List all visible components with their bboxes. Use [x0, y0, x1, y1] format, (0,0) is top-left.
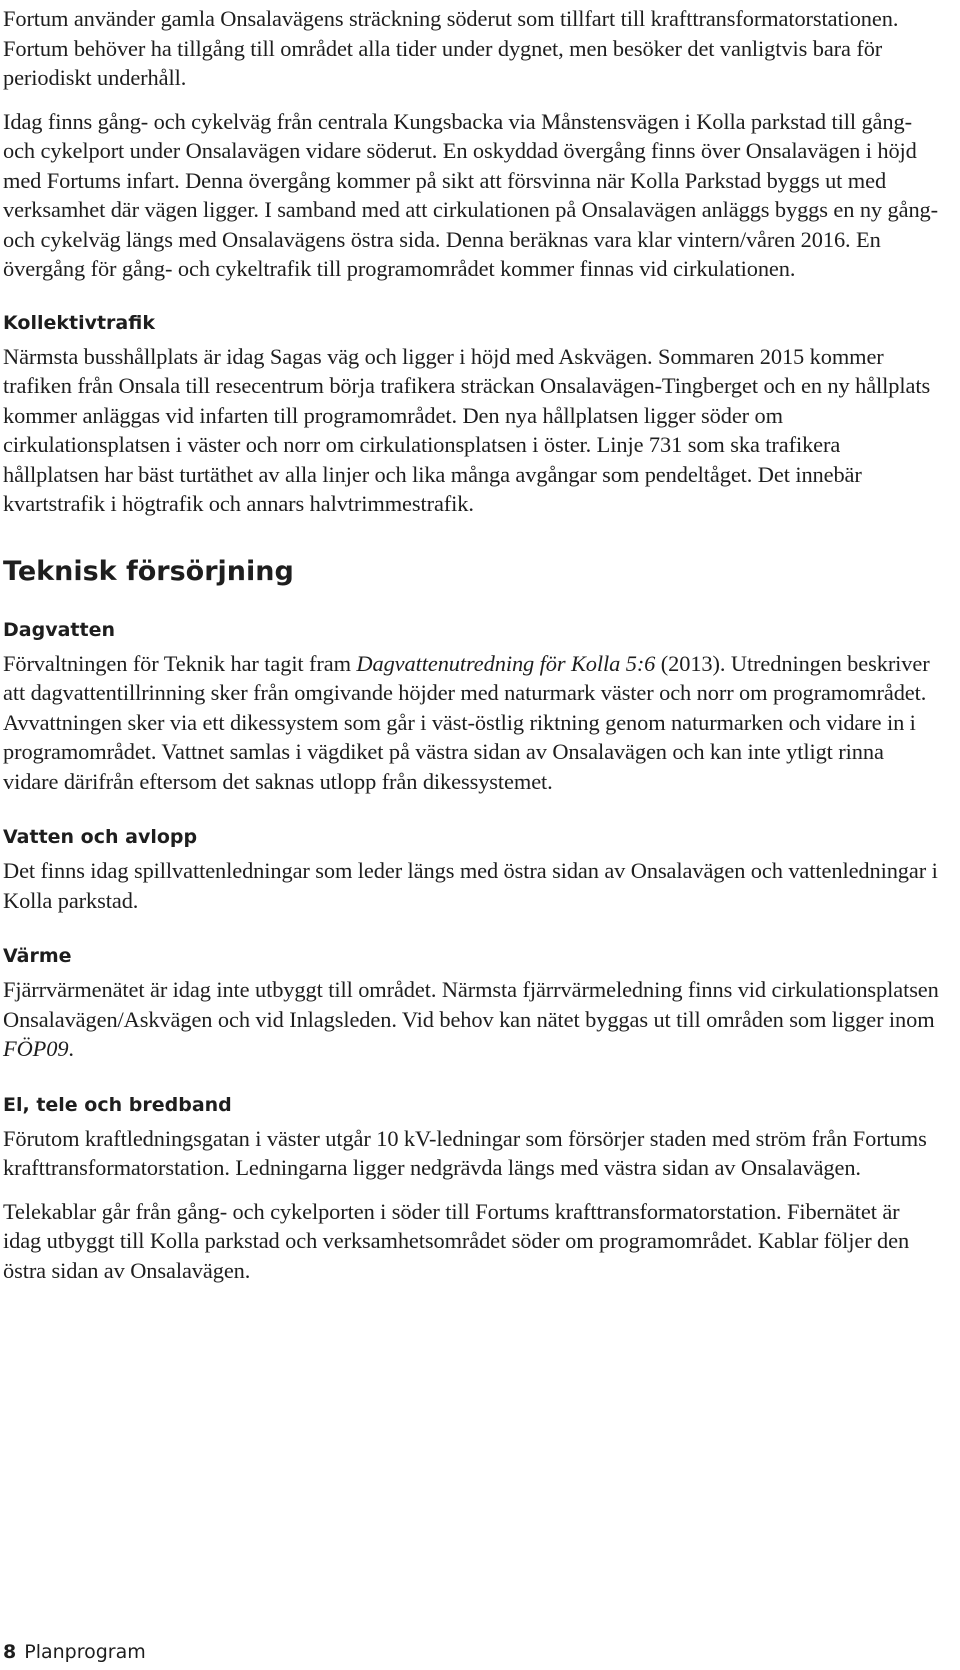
varme-text-after: .: [68, 1036, 74, 1061]
varme-text-before: Fjärrvärmenätet är idag inte utbyggt till området. Närmsta fjärrvärmeledning finns vid cirkulationsplatsen Onsalavägen/Askvägen och vid Inlagsleden. Vid behov kan nätet byggas ut till områden som ligger inom: [3, 977, 939, 1032]
kollektivtrafik-paragraph: Närmsta busshållplats är idag Sagas väg och ligger i höjd med Askvägen. Sommaren 2015 kommer trafiken från Onsala till resecentrum börja trafikera sträckan Onsalavägen-Tingberget och en ny hållplats kommer anläggas vid infarten till programområdet. Den nya hållplatsen ligger söder om cirkulationsplatsen i väster och norr om cirkulationsplatsen i öster. Linje 731 som ska trafikera hållplatsen har bäst turtäthet av alla linjer och lika många avgångar som pendeltåget. Det innebär kvartstrafik i högtrafik och annars halvtrimmestrafik.: [3, 343, 931, 516]
intro-paragraph-2: Idag finns gång- och cykelväg från centrala Kungsbacka via Månstensvägen i Kolla parkstad till gång- och cykelport under Onsalavägen vidare söderut. En oskyddad övergång finns över Onsalavägen i höjd med Fortums infart. Denna övergång kommer på sikt att försvinna när Kolla Parkstad byggs ut med verksamhet där vägen ligger. I samband med att cirkulationen på Onsalavägen anläggs byggs en ny gång- och cykelväg längs med Onsalavägens östra sida. Denna beräknas vara klar vintern/våren 2016. En övergång för gång- och cykeltrafik till programområdet kommer finnas vid cirkulationen.: [3, 108, 938, 281]
footer-label: Planprogram: [24, 1641, 146, 1663]
teknisk-forsorjning-heading: Teknisk försörjning: [3, 555, 294, 587]
el-paragraph-2: Telekablar går från gång- och cykelporten i söder till Fortums krafttransformatorstation. Fibernätet är idag utbyggt till Kolla parkstad och verksamhetsområdet söder om programområdet. Kablar följer den östra sidan av Onsalavägen.: [3, 1198, 910, 1283]
varme-fop-reference: FÖP09: [3, 1036, 69, 1061]
page-number: 8: [3, 1641, 17, 1663]
varme-heading: Värme: [3, 945, 72, 967]
dagvatten-text-before: Förvaltningen för Teknik har tagit fram: [3, 650, 357, 676]
dagvatten-heading: Dagvatten: [3, 618, 115, 641]
dagvatten-text-after: (2013). Utredningen beskriver att dagvattentillrinning sker från omgivande höjder med naturmark väster och norr om programområdet. Avvattningen sker via ett dikessystem som går i väst-östlig riktning genom naturmarken och vidare in i programområdet. Vattnet samlas i vägdiket på västra sidan av Onsalavägen och kan inte ytligt rinna vidare därifrån eftersom det saknas utlopp från dikessystemet.: [3, 650, 930, 794]
vatten-avlopp-paragraph: Det finns idag spillvattenledningar som leder längs med östra sidan av Onsalavägen och vattenledningar i Kolla parkstad.: [3, 858, 938, 913]
dagvatten-paragraph: [3, 649, 940, 797]
vatten-avlopp-heading: Vatten och avlopp: [3, 826, 198, 848]
dagvatten-report-title: Dagvattenutredning för Kolla 5:6: [356, 650, 656, 676]
el-tele-bredband-heading: El, tele och bredband: [3, 1093, 232, 1116]
intro-paragraph-1: Fortum använder gamla Onsalavägens sträckning söderut som tillfart till krafttransformatorstationen. Fortum behöver ha tillgång till området alla tider under dygnet, men besöker det vanligtvis bara för periodiskt underhåll.: [3, 6, 899, 90]
page-footer: [3, 1640, 146, 1664]
el-paragraph-1: Förutom kraftledningsgatan i väster utgår 10 kV-ledningar som försörjer staden med ström från Fortums krafttransformatorstation. Ledningarna ligger nedgrävda längs med västra sidan av Onsalavägen.: [3, 1125, 927, 1180]
kollektivtrafik-heading: Kollektivtrafik: [3, 311, 155, 334]
text-column: [3, 4, 940, 1285]
varme-paragraph: [3, 975, 940, 1064]
